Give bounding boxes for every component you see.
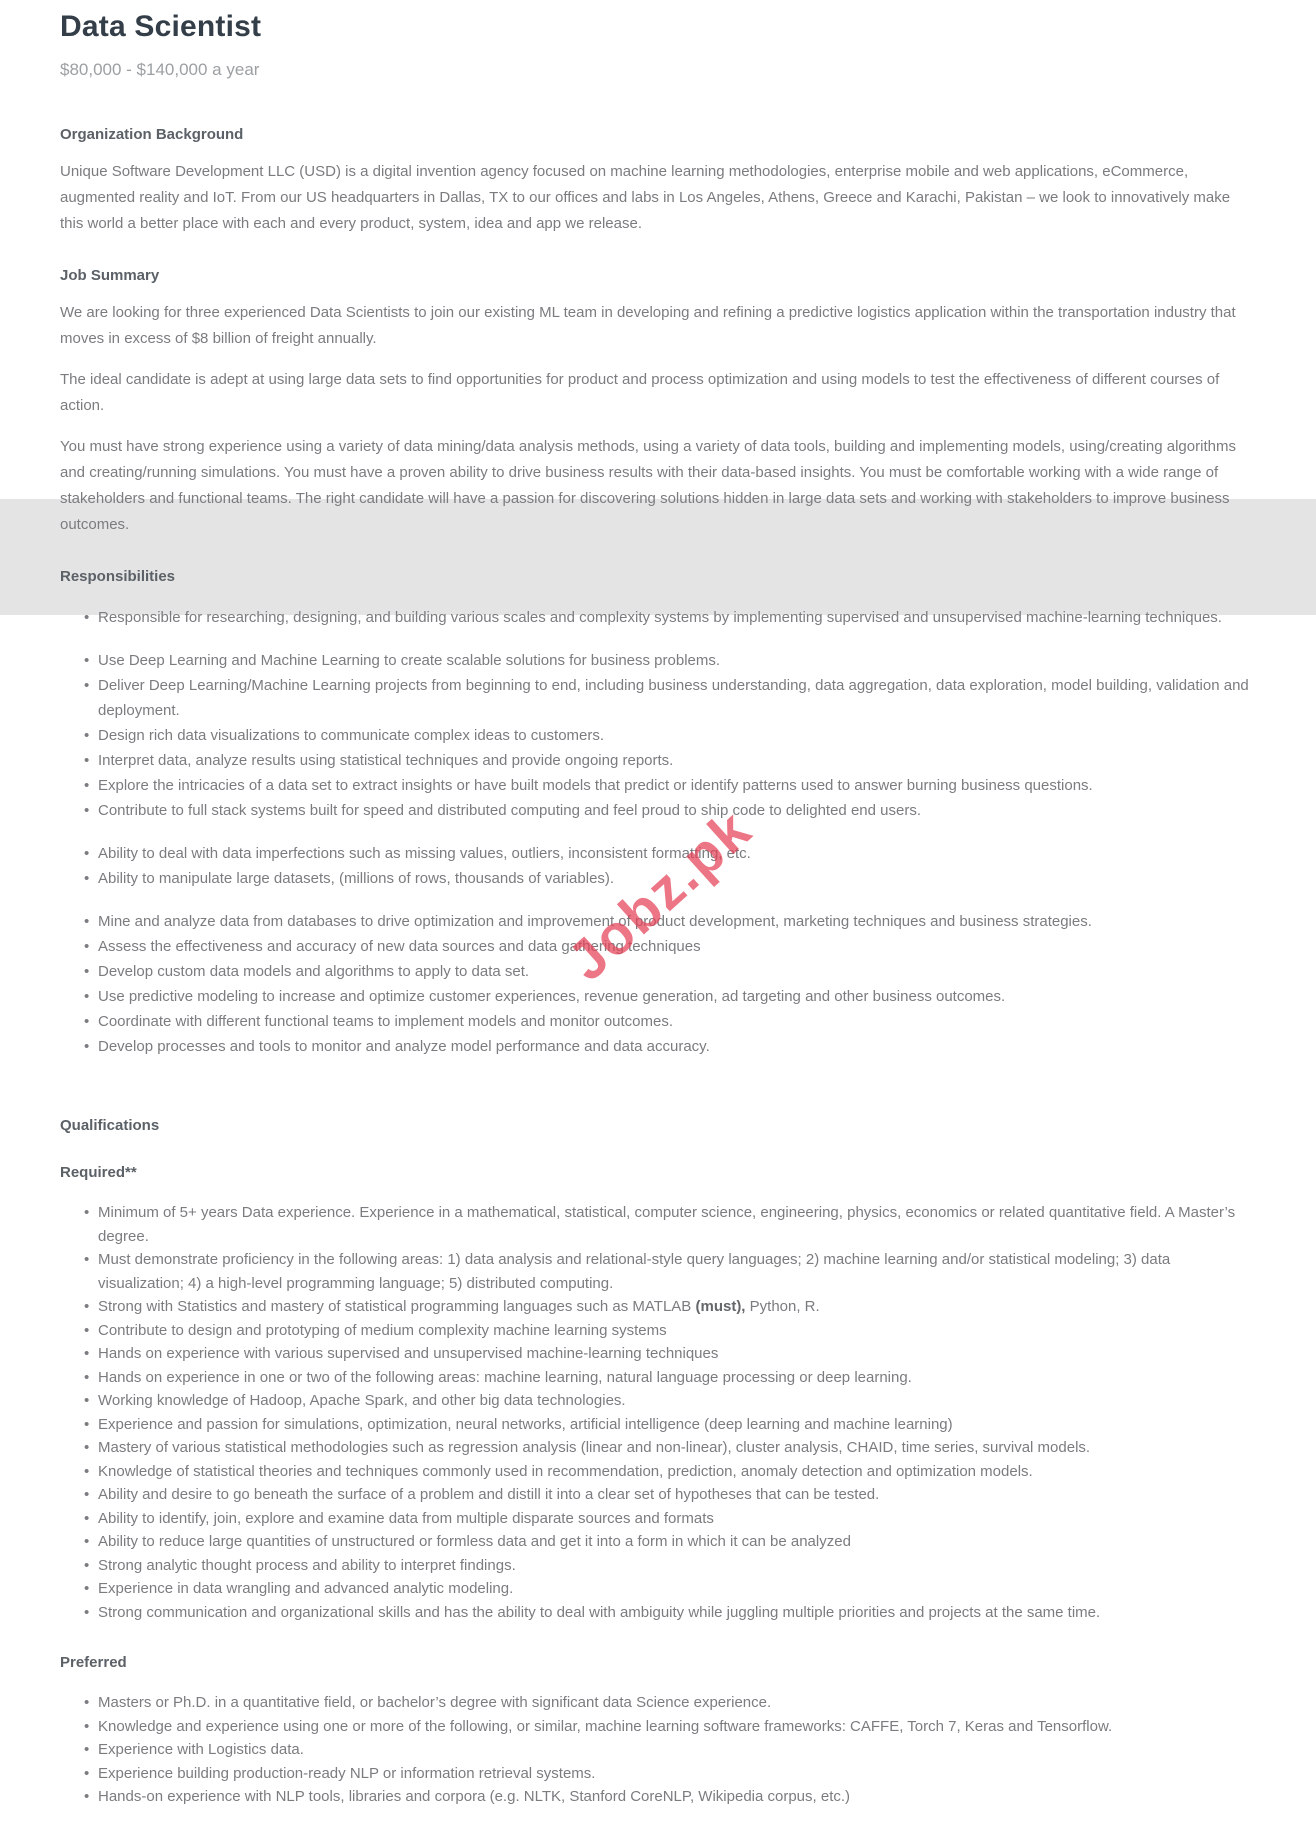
paragraph: Unique Software Development LLC (USD) is a digital invention agency focused on machine learning methodologies, enterprise mobile and web applications, eCommerce, augmented reality and IoT. From our US headquarters in Dallas, TX to our offices and labs in Los Angeles, Athens, Greece and Karachi, Pakistan – we look to innovatively make this world a better place with each and every product, system, idea and app we release.	[60, 163, 1231, 232]
section-heading-required: Required**	[60, 1164, 137, 1181]
page-title: Data Scientist	[60, 10, 262, 43]
list-item: • Ability to deal with data imperfections such as missing values, outliers, inconsistent formatting, etc.	[84, 841, 1250, 866]
list-item: • Use Deep Learning and Machine Learning to create scalable solutions for business problems.	[84, 648, 1250, 673]
list-item: • Design rich data visualizations to communicate complex ideas to customers.	[84, 723, 1250, 748]
list-item: • Masters or Ph.D. in a quantitative field, or bachelor’s degree with significant data Science experience.	[84, 1691, 1250, 1715]
list-item: • Strong communication and organizational skills and has the ability to deal with ambiguity while juggling multiple priorities and projects at the same time.	[84, 1601, 1250, 1625]
list-item: • Hands on experience with various supervised and unsupervised machine-learning techniques	[84, 1342, 1250, 1366]
preferred-list	[60, 1691, 1250, 1809]
jobz-pk-watermark: Jobz.pk	[555, 796, 763, 993]
list-item: • Interpret data, analyze results using statistical techniques and provide ongoing reports.	[84, 748, 1250, 773]
section-heading-preferred: Preferred	[60, 1654, 127, 1671]
paragraph: You must have strong experience using a variety of data mining/data analysis methods, using a variety of data tools, building and implementing models, using/creating algorithms and creating/running simulations. You must have a proven ability to drive business results with their data-based insights. You must be comfortable working with a wide range of stakeholders and functional teams. The right candidate will have a passion for discovering solutions hidden in large data sets and working with stakeholders to improve business outcomes.	[60, 438, 1236, 533]
list-item: • Experience and passion for simulations, optimization, neural networks, artificial intelligence (deep learning and machine learning)	[84, 1413, 1250, 1437]
list-item: • Assess the effectiveness and accuracy of new data sources and data gathering techniques	[84, 934, 1250, 959]
list-item: • Hands-on experience with NLP tools, libraries and corpora (e.g. NLTK, Stanford CoreNLP, Wikipedia corpus, etc.)	[84, 1785, 1250, 1809]
list-item: • Contribute to design and prototyping of medium complexity machine learning systems	[84, 1319, 1250, 1343]
list-item: • Experience building production-ready NLP or information retrieval systems.	[84, 1762, 1250, 1786]
list-item: • Knowledge of statistical theories and techniques commonly used in recommendation, prediction, anomaly detection and optimization models.	[84, 1460, 1250, 1484]
required-list	[60, 1201, 1250, 1624]
list-item: • Develop custom data models and algorithms to apply to data set.	[84, 959, 1250, 984]
list-item: • Knowledge and experience using one or more of the following, or similar, machine learning software frameworks: CAFFE, Torch 7, Keras and Tensorflow.	[84, 1715, 1250, 1739]
list-item: • Develop processes and tools to monitor and analyze model performance and data accuracy.	[84, 1034, 1250, 1059]
list-item: • Must demonstrate proficiency in the following areas: 1) data analysis and relational-style query languages; 2) machine learning and/or statistical modeling; 3) data visualization; 4) a high-level programming language; 5) distributed computing.	[84, 1248, 1250, 1295]
list-item: • Minimum of 5+ years Data experience. Experience in a mathematical, statistical, computer science, engineering, physics, economics or related quantitative field. A Master’s degree.	[84, 1201, 1250, 1248]
list-item: • Explore the intricacies of a data set to extract insights or have built models that predict or identify patterns used to answer burning business questions.	[84, 773, 1250, 798]
list-item: • Ability to manipulate large datasets, (millions of rows, thousands of variables).	[84, 866, 1250, 891]
list-item: • Use predictive modeling to increase and optimize customer experiences, revenue generation, ad targeting and other business outcomes.	[84, 984, 1250, 1009]
section-heading-job-summary: Job Summary	[60, 267, 160, 284]
salary-range: $80,000 - $140,000 a year	[60, 60, 260, 79]
list-item: • Mine and analyze data from databases to drive optimization and improvement of product development, marketing techniques and business strategies.	[84, 909, 1250, 934]
job-summary-paragraphs	[60, 300, 1250, 538]
section-heading-qualifications: Qualifications	[60, 1117, 160, 1134]
list-item: • Mastery of various statistical methodologies such as regression analysis (linear and non-linear), cluster analysis, CHAID, time series, survival models.	[84, 1436, 1250, 1460]
list-item: • Ability and desire to go beneath the surface of a problem and distill it into a clear set of hypotheses that can be tested.	[84, 1483, 1250, 1507]
list-item: • Hands on experience in one or two of the following areas: machine learning, natural language processing or deep learning.	[84, 1366, 1250, 1390]
list-item: • Ability to reduce large quantities of unstructured or formless data and get it into a form in which it can be analyzed	[84, 1530, 1250, 1554]
responsibilities-list	[60, 605, 1250, 1059]
paragraph: We are looking for three experienced Data Scientists to join our existing ML team in developing and refining a predictive logistics application within the transportation industry that moves in excess of $8 billion of freight annually.	[60, 304, 1236, 347]
list-item: • Coordinate with different functional teams to implement models and monitor outcomes.	[84, 1009, 1250, 1034]
list-item: • Experience in data wrangling and advanced analytic modeling.	[84, 1577, 1250, 1601]
list-item: • Deliver Deep Learning/Machine Learning projects from beginning to end, including business understanding, data aggregation, data exploration, model building, validation and deployment.	[84, 673, 1250, 723]
section-heading-organization-background: Organization Background	[60, 126, 244, 143]
list-item: • Experience with Logistics data.	[84, 1738, 1250, 1762]
list-item: • Strong analytic thought process and ability to interpret findings.	[84, 1554, 1250, 1578]
list-item: • Ability to identify, join, explore and examine data from multiple disparate sources and formats	[84, 1507, 1250, 1531]
section-heading-responsibilities: Responsibilities	[60, 568, 176, 585]
organization-background-paragraphs	[60, 159, 1250, 237]
paragraph: The ideal candidate is adept at using large data sets to find opportunities for product and process optimization and using models to test the effectiveness of different courses of action.	[60, 371, 1220, 414]
list-item: • Responsible for researching, designing, and building various scales and complexity systems by implementing supervised and unsupervised machine-learning techniques.	[84, 605, 1250, 630]
list-item: • Strong with Statistics and mastery of statistical programming languages such as MATLAB (must), Python, R.	[84, 1295, 1250, 1319]
list-item: • Working knowledge of Hadoop, Apache Spark, and other big data technologies.	[84, 1389, 1250, 1413]
list-item: • Contribute to full stack systems built for speed and distributed computing and feel proud to ship code to delighted end users.	[84, 798, 1250, 823]
